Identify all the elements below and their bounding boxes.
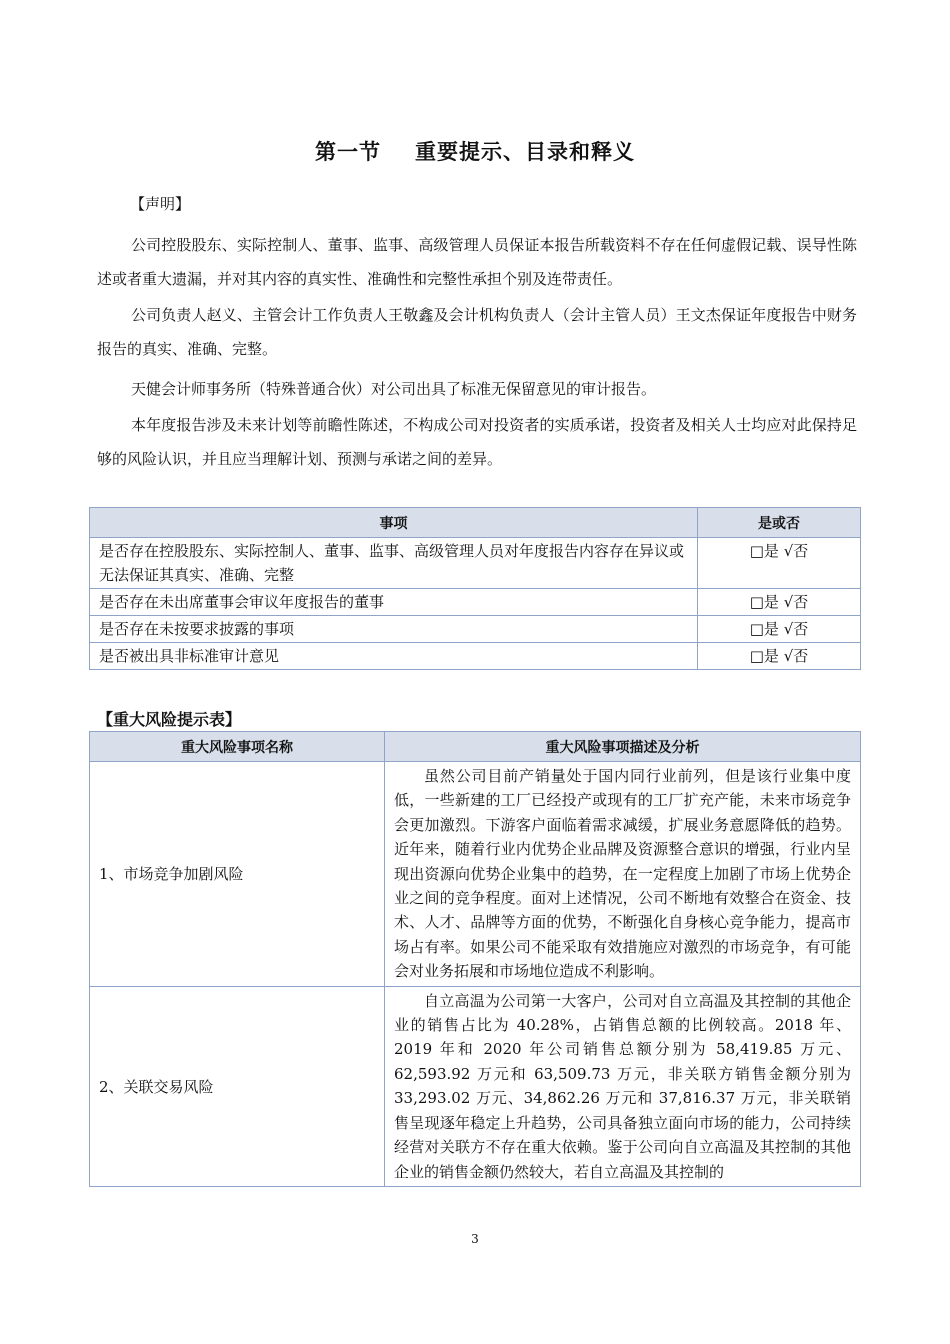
- matter-item: 是否存在未按要求披露的事项: [90, 616, 698, 643]
- risk-description: 虽然公司目前产销量处于国内同行业前列，但是该行业集中度低，一些新建的工厂已经投产或现有的工厂扩充产能，未来市场竞争会更加激烈。下游客户面临着需求减缓，扩展业务意愿降低的趋势。近年来，随着行业内优势企业品牌及资源整合意识的增强，行业内呈现出资源向优势企业集中的趋势，在一定程度上加剧了市场上优势企业之间的竞争程度。面对上述情况，公司不断地有效整合在资金、技术、人才、品牌等方面的优势，不断强化自身核心竞争能力，提高市场占有率。如果公司不能采取有效措施应对激烈的市场竞争，有可能会对业务拓展和市场地位造成不利影响。: [385, 762, 861, 987]
- table-row: [90, 616, 861, 643]
- table-header-row: [90, 732, 861, 762]
- risk-table-heading: 【重大风险提示表】: [97, 710, 242, 729]
- table-header-row: [90, 508, 861, 538]
- risk-table: [89, 731, 861, 1187]
- section-number: 第一节: [315, 140, 381, 164]
- page-number: 3: [471, 1232, 479, 1246]
- column-header: 是或否: [698, 508, 861, 538]
- section-name: 重要提示、目录和释义: [415, 140, 635, 164]
- table-row: [90, 762, 861, 987]
- matter-item: 是否存在控股股东、实际控制人、董事、监事、高级管理人员对年度报告内容存在异议或无法保证其真实、准确、完整: [90, 538, 698, 589]
- column-header: 重大风险事项名称: [90, 732, 385, 762]
- declaration-paragraph: 本年度报告涉及未来计划等前瞻性陈述，不构成公司对投资者的实质承诺，投资者及相关人士均应对此保持足够的风险认识，并且应当理解计划、预测与承诺之间的差异。: [97, 416, 857, 468]
- column-header: 事项: [90, 508, 698, 538]
- declaration-paragraph: 公司负责人赵义、主管会计工作负责人王敬鑫及会计机构负责人（会计主管人员）王文杰保证年度报告中财务报告的真实、准确、完整。: [97, 306, 857, 358]
- table-row: [90, 643, 861, 670]
- section-title: [0, 136, 950, 166]
- table-row: [90, 538, 861, 589]
- matter-item: 是否存在未出席董事会审议年度报告的董事: [90, 589, 698, 616]
- table-row: [90, 589, 861, 616]
- matter-item: 是否被出具非标准审计意见: [90, 643, 698, 670]
- risk-description: 自立高温为公司第一大客户，公司对自立高温及其控制的其他企业的销售占比为 40.28%，占销售总额的比例较高。2018 年、2019 年和 2020 年公司销售总额分别为 58,419.85 万元、62,593.92 万元和 63,509.73 万元，非关联方销售金额分别为 33,293.02 万元、34,862.26 万元和 37,816.37 万元，非关联销售呈现逐年稳定上升趋势，公司具备独立面向市场的能力，公司持续经营对关联方不存在重大依赖。鉴于公司向自立高温及其控制的其他企业的销售金额仍然较大，若自立高温及其控制的: [385, 986, 861, 1186]
- risk-name: 1、市场竞争加剧风险: [90, 762, 385, 987]
- matter-answer: □是 √否: [698, 538, 861, 589]
- matter-answer: □是 √否: [698, 643, 861, 670]
- matter-answer: □是 √否: [698, 589, 861, 616]
- declaration-paragraph: 公司控股股东、实际控制人、董事、监事、高级管理人员保证本报告所载资料不存在任何虚假记载、误导性陈述或者重大遗漏，并对其内容的真实性、准确性和完整性承担个别及连带责任。: [97, 236, 857, 288]
- declaration-paragraph: 天健会计师事务所（特殊普通合伙）对公司出具了标准无保留意见的审计报告。: [131, 380, 657, 398]
- matters-table: [89, 507, 861, 670]
- declaration-heading: 【声明】: [130, 195, 191, 213]
- column-header: 重大风险事项描述及分析: [385, 732, 861, 762]
- table-row: [90, 986, 861, 1186]
- matter-answer: □是 √否: [698, 616, 861, 643]
- risk-name: 2、关联交易风险: [90, 986, 385, 1186]
